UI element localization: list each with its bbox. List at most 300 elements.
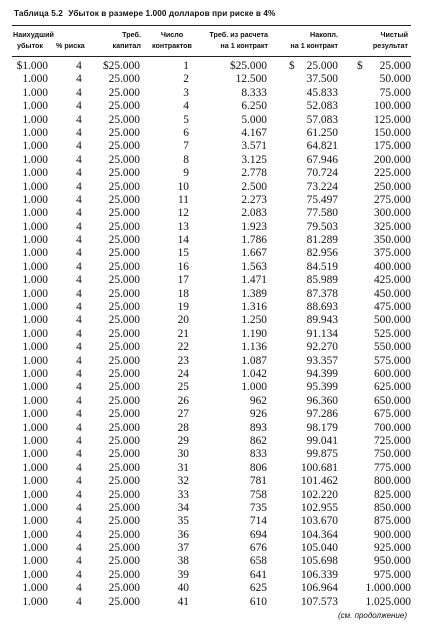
cell-required: 1.471 bbox=[241, 274, 267, 287]
cell-loss: 1.000 bbox=[22, 193, 48, 206]
cell-net: 1.025.000 bbox=[365, 595, 411, 608]
table-row bbox=[0, 301, 423, 314]
table-row bbox=[0, 181, 423, 194]
cell-pct: 4 bbox=[76, 341, 82, 354]
cell-required: 2.778 bbox=[241, 167, 267, 180]
cell-pct: 4 bbox=[76, 86, 82, 99]
cell-accumulated: 89.943 bbox=[306, 314, 338, 327]
header-bottom-rule bbox=[12, 56, 411, 57]
cell-required: 12.500 bbox=[235, 73, 267, 86]
cell-pct: 4 bbox=[76, 408, 82, 421]
cell-net: 275.000 bbox=[373, 193, 411, 206]
cell-loss: 1.000 bbox=[22, 394, 48, 407]
table-row bbox=[0, 368, 423, 381]
table-row bbox=[0, 127, 423, 140]
cell-required: 1.042 bbox=[241, 367, 267, 380]
cell-accumulated: 91.134 bbox=[306, 327, 338, 340]
cell-pct: 4 bbox=[76, 421, 82, 434]
cell-loss: 1.000 bbox=[22, 408, 48, 421]
cell-accumulated: 107.573 bbox=[300, 595, 338, 608]
cell-required: 676 bbox=[249, 542, 267, 555]
cell-capital: 25.000 bbox=[108, 100, 140, 113]
cell-capital: 25.000 bbox=[108, 247, 140, 260]
table-row bbox=[0, 221, 423, 234]
cell-pct: 4 bbox=[76, 354, 82, 367]
cell-net: 525.000 bbox=[373, 327, 411, 340]
cell-required: 758 bbox=[249, 488, 267, 501]
cell-capital: 25.000 bbox=[108, 287, 140, 300]
cell-loss: 1.000 bbox=[22, 234, 48, 247]
cell-capital: 25.000 bbox=[108, 113, 140, 126]
continuation-note: (см. продолжение) bbox=[337, 611, 407, 620]
cell-capital: 25.000 bbox=[108, 207, 140, 220]
table-row bbox=[0, 234, 423, 247]
header-loss-line1: Наихудший bbox=[13, 30, 54, 39]
cell-net: 800.000 bbox=[373, 475, 411, 488]
cell-loss: 1.000 bbox=[22, 568, 48, 581]
cell-contracts: 7 bbox=[183, 140, 189, 153]
cell-loss: 1.000 bbox=[22, 247, 48, 260]
cell-loss: 1.000 bbox=[22, 448, 48, 461]
table-caption-title: Убыток в размере 1.000 долларов при риске в 4% bbox=[68, 9, 276, 18]
cell-capital: 25.000 bbox=[108, 220, 140, 233]
cell-required: 806 bbox=[249, 461, 267, 474]
cell-required: 6.250 bbox=[241, 100, 267, 113]
cell-contracts: 28 bbox=[177, 421, 189, 434]
cell-contracts: 17 bbox=[177, 274, 189, 287]
cell-net: 600.000 bbox=[373, 367, 411, 380]
cell-net: 75.000 bbox=[379, 86, 411, 99]
cell-contracts: 31 bbox=[177, 461, 189, 474]
table-row bbox=[0, 247, 423, 260]
cell-required: 2.273 bbox=[241, 193, 267, 206]
cell-accumulated: 45.833 bbox=[306, 86, 338, 99]
cell-pct: 4 bbox=[76, 528, 82, 541]
cell-required: 1.000 bbox=[241, 381, 267, 394]
cell-capital: 25.000 bbox=[108, 274, 140, 287]
cell-net: 450.000 bbox=[373, 287, 411, 300]
cell-capital: 25.000 bbox=[108, 180, 140, 193]
cell-contracts: 21 bbox=[177, 327, 189, 340]
cell-net: 125.000 bbox=[373, 113, 411, 126]
cell-loss: 1.000 bbox=[22, 475, 48, 488]
cell-accumulated: 84.519 bbox=[306, 260, 338, 273]
cell-capital: 25.000 bbox=[108, 260, 140, 273]
cell-accumulated: 102.220 bbox=[300, 488, 338, 501]
cell-required: 1.923 bbox=[241, 220, 267, 233]
cell-accumulated: 99.041 bbox=[306, 434, 338, 447]
cell-net: 575.000 bbox=[373, 354, 411, 367]
table-row bbox=[0, 207, 423, 220]
cell-loss: 1.000 bbox=[22, 488, 48, 501]
cell-capital: 25.000 bbox=[108, 140, 140, 153]
cell-accumulated: 88.693 bbox=[306, 301, 338, 314]
cell-net: 650.000 bbox=[373, 394, 411, 407]
header-net-line1: Чистый bbox=[380, 30, 408, 39]
header-accumulated-line2: на 1 контракт bbox=[290, 41, 338, 50]
cell-net: 875.000 bbox=[373, 515, 411, 528]
cell-contracts: 18 bbox=[177, 287, 189, 300]
cell-loss: 1.000 bbox=[22, 287, 48, 300]
header-accumulated-line1: Накопл. bbox=[310, 30, 338, 39]
cell-loss: 1.000 bbox=[22, 73, 48, 86]
cell-net: 775.000 bbox=[373, 461, 411, 474]
header-top-rule bbox=[12, 25, 411, 26]
cell-capital: 25.000 bbox=[108, 73, 140, 86]
cell-loss: 1.000 bbox=[22, 180, 48, 193]
table-row bbox=[0, 555, 423, 568]
table-row bbox=[0, 395, 423, 408]
accumulated-dollar-sign: $ bbox=[289, 60, 295, 72]
cell-required: 1.667 bbox=[241, 247, 267, 260]
cell-capital: 25.000 bbox=[108, 448, 140, 461]
cell-required: 658 bbox=[249, 555, 267, 568]
cell-accumulated: 92.270 bbox=[306, 341, 338, 354]
cell-pct: 4 bbox=[76, 461, 82, 474]
table-row bbox=[0, 154, 423, 167]
header-pct bbox=[56, 40, 85, 51]
table-row bbox=[0, 167, 423, 180]
cell-contracts: 13 bbox=[177, 220, 189, 233]
cell-accumulated: 96.360 bbox=[306, 394, 338, 407]
cell-pct: 4 bbox=[76, 153, 82, 166]
cell-contracts: 10 bbox=[177, 180, 189, 193]
cell-capital: 25.000 bbox=[108, 555, 140, 568]
cell-accumulated: 81.289 bbox=[306, 234, 338, 247]
cell-pct: 4 bbox=[76, 247, 82, 260]
cell-capital: 25.000 bbox=[108, 595, 140, 608]
cell-net: 50.000 bbox=[379, 73, 411, 86]
cell-contracts: 14 bbox=[177, 234, 189, 247]
cell-required: 8.333 bbox=[241, 86, 267, 99]
cell-capital: 25.000 bbox=[108, 167, 140, 180]
cell-loss: 1.000 bbox=[22, 341, 48, 354]
cell-capital: 25.000 bbox=[108, 394, 140, 407]
cell-required: 1.316 bbox=[241, 301, 267, 314]
cell-contracts: 19 bbox=[177, 301, 189, 314]
table-row bbox=[0, 60, 423, 73]
cell-net: 700.000 bbox=[373, 421, 411, 434]
header-net bbox=[360, 29, 408, 51]
cell-capital: 25.000 bbox=[108, 341, 140, 354]
table-row bbox=[0, 328, 423, 341]
cell-contracts: 16 bbox=[177, 260, 189, 273]
cell-capital: 25.000 bbox=[108, 488, 140, 501]
table-row bbox=[0, 381, 423, 394]
cell-capital: 25.000 bbox=[108, 126, 140, 139]
header-pct-line1: % риска bbox=[56, 41, 85, 50]
cell-contracts: 33 bbox=[177, 488, 189, 501]
cell-pct: 4 bbox=[76, 207, 82, 220]
cell-capital: 25.000 bbox=[108, 314, 140, 327]
cell-loss: 1.000 bbox=[22, 301, 48, 314]
cell-loss: 1.000 bbox=[22, 367, 48, 380]
cell-loss: 1.000 bbox=[22, 421, 48, 434]
cell-accumulated: 106.339 bbox=[300, 568, 338, 581]
cell-net: 500.000 bbox=[373, 314, 411, 327]
table-row bbox=[0, 314, 423, 327]
table-row bbox=[0, 140, 423, 153]
cell-loss: $1.000 bbox=[16, 60, 48, 72]
table-row bbox=[0, 288, 423, 301]
cell-required: 893 bbox=[249, 421, 267, 434]
cell-loss: 1.000 bbox=[22, 595, 48, 608]
header-capital bbox=[105, 29, 141, 51]
table-row bbox=[0, 114, 423, 127]
cell-pct: 4 bbox=[76, 394, 82, 407]
cell-required: 610 bbox=[249, 595, 267, 608]
cell-capital: 25.000 bbox=[108, 381, 140, 394]
cell-accumulated: 97.286 bbox=[306, 408, 338, 421]
cell-accumulated: 79.503 bbox=[306, 220, 338, 233]
cell-loss: 1.000 bbox=[22, 314, 48, 327]
cell-required: 1.190 bbox=[241, 327, 267, 340]
cell-loss: 1.000 bbox=[22, 555, 48, 568]
cell-pct: 4 bbox=[76, 501, 82, 514]
cell-pct: 4 bbox=[76, 220, 82, 233]
cell-pct: 4 bbox=[76, 327, 82, 340]
cell-capital: 25.000 bbox=[108, 475, 140, 488]
cell-contracts: 6 bbox=[183, 126, 189, 139]
cell-capital: 25.000 bbox=[108, 568, 140, 581]
cell-pct: 4 bbox=[76, 488, 82, 501]
cell-capital: 25.000 bbox=[108, 434, 140, 447]
cell-accumulated: 70.724 bbox=[306, 167, 338, 180]
cell-accumulated: 82.956 bbox=[306, 247, 338, 260]
cell-loss: 1.000 bbox=[22, 501, 48, 514]
table-row bbox=[0, 502, 423, 515]
cell-accumulated: 104.364 bbox=[300, 528, 338, 541]
cell-contracts: 2 bbox=[183, 73, 189, 86]
cell-accumulated: 64.821 bbox=[306, 140, 338, 153]
header-accumulated bbox=[276, 29, 338, 51]
cell-accumulated: 77.580 bbox=[306, 207, 338, 220]
cell-loss: 1.000 bbox=[22, 542, 48, 555]
cell-accumulated: 101.462 bbox=[300, 475, 338, 488]
cell-capital: 25.000 bbox=[108, 501, 140, 514]
cell-capital: $25.000 bbox=[102, 60, 140, 72]
cell-required: 1.136 bbox=[241, 341, 267, 354]
cell-required: 1.563 bbox=[241, 260, 267, 273]
cell-pct: 4 bbox=[76, 113, 82, 126]
cell-required: 694 bbox=[249, 528, 267, 541]
cell-contracts: 11 bbox=[178, 193, 189, 206]
cell-required: 962 bbox=[249, 394, 267, 407]
cell-accumulated: 94.399 bbox=[306, 367, 338, 380]
cell-capital: 25.000 bbox=[108, 582, 140, 595]
table-row bbox=[0, 408, 423, 421]
cell-net: 175.000 bbox=[373, 140, 411, 153]
cell-net: 975.000 bbox=[373, 568, 411, 581]
cell-loss: 1.000 bbox=[22, 582, 48, 595]
cell-net: 625.000 bbox=[373, 381, 411, 394]
table-caption-label: Таблица 5.2 bbox=[14, 9, 63, 18]
cell-pct: 4 bbox=[76, 568, 82, 581]
cell-accumulated: 25.000 bbox=[306, 60, 338, 72]
cell-contracts: 5 bbox=[183, 113, 189, 126]
cell-loss: 1.000 bbox=[22, 260, 48, 273]
cell-capital: 25.000 bbox=[108, 515, 140, 528]
cell-accumulated: 100.681 bbox=[300, 461, 338, 474]
cell-pct: 4 bbox=[76, 167, 82, 180]
cell-capital: 25.000 bbox=[108, 421, 140, 434]
cell-loss: 1.000 bbox=[22, 274, 48, 287]
header-capital-line2: капитал bbox=[112, 41, 141, 50]
cell-pct: 4 bbox=[76, 555, 82, 568]
cell-contracts: 37 bbox=[177, 542, 189, 555]
cell-net: 25.000 bbox=[379, 60, 411, 72]
cell-accumulated: 75.497 bbox=[306, 193, 338, 206]
cell-net: 425.000 bbox=[373, 274, 411, 287]
cell-loss: 1.000 bbox=[22, 220, 48, 233]
cell-required: 1.087 bbox=[241, 354, 267, 367]
cell-capital: 25.000 bbox=[108, 86, 140, 99]
cell-loss: 1.000 bbox=[22, 381, 48, 394]
cell-contracts: 3 bbox=[183, 86, 189, 99]
cell-required: 5.000 bbox=[241, 113, 267, 126]
cell-required: 714 bbox=[249, 515, 267, 528]
cell-accumulated: 93.357 bbox=[306, 354, 338, 367]
cell-required: 3.571 bbox=[241, 140, 267, 153]
cell-capital: 25.000 bbox=[108, 327, 140, 340]
table-row bbox=[0, 475, 423, 488]
cell-contracts: 12 bbox=[177, 207, 189, 220]
net-dollar-sign: $ bbox=[357, 60, 363, 72]
cell-net: 100.000 bbox=[373, 100, 411, 113]
header-contracts bbox=[150, 29, 194, 51]
cell-pct: 4 bbox=[76, 515, 82, 528]
table-caption bbox=[14, 9, 414, 18]
cell-contracts: 41 bbox=[177, 595, 189, 608]
table-header bbox=[0, 29, 423, 55]
cell-capital: 25.000 bbox=[108, 153, 140, 166]
cell-loss: 1.000 bbox=[22, 140, 48, 153]
cell-accumulated: 57.083 bbox=[306, 113, 338, 126]
cell-accumulated: 67.946 bbox=[306, 153, 338, 166]
cell-net: 1.000.000 bbox=[365, 582, 411, 595]
header-loss-line2: убыток bbox=[17, 41, 43, 50]
cell-pct: 4 bbox=[76, 287, 82, 300]
cell-pct: 4 bbox=[76, 260, 82, 273]
cell-pct: 4 bbox=[76, 60, 82, 72]
cell-required: 735 bbox=[249, 501, 267, 514]
table-row bbox=[0, 87, 423, 100]
cell-required: 781 bbox=[249, 475, 267, 488]
cell-capital: 25.000 bbox=[108, 542, 140, 555]
cell-pct: 4 bbox=[76, 582, 82, 595]
cell-accumulated: 87.378 bbox=[306, 287, 338, 300]
table-row bbox=[0, 569, 423, 582]
cell-pct: 4 bbox=[76, 140, 82, 153]
cell-required: 1.389 bbox=[241, 287, 267, 300]
cell-loss: 1.000 bbox=[22, 528, 48, 541]
cell-net: 300.000 bbox=[373, 207, 411, 220]
table-body bbox=[0, 60, 423, 609]
cell-loss: 1.000 bbox=[22, 100, 48, 113]
cell-net: 550.000 bbox=[373, 341, 411, 354]
cell-contracts: 30 bbox=[177, 448, 189, 461]
cell-net: 850.000 bbox=[373, 501, 411, 514]
table-row bbox=[0, 529, 423, 542]
cell-loss: 1.000 bbox=[22, 86, 48, 99]
cell-net: 475.000 bbox=[373, 301, 411, 314]
cell-net: 375.000 bbox=[373, 247, 411, 260]
cell-pct: 4 bbox=[76, 542, 82, 555]
cell-pct: 4 bbox=[76, 367, 82, 380]
cell-pct: 4 bbox=[76, 301, 82, 314]
cell-pct: 4 bbox=[76, 234, 82, 247]
cell-pct: 4 bbox=[76, 73, 82, 86]
header-loss bbox=[13, 29, 54, 51]
cell-net: 950.000 bbox=[373, 555, 411, 568]
header-contracts-line2: контрактов bbox=[152, 41, 192, 50]
table-row bbox=[0, 462, 423, 475]
cell-accumulated: 102.955 bbox=[300, 501, 338, 514]
table-row bbox=[0, 448, 423, 461]
cell-accumulated: 105.698 bbox=[300, 555, 338, 568]
cell-required: 833 bbox=[249, 448, 267, 461]
cell-net: 925.000 bbox=[373, 542, 411, 555]
cell-contracts: 40 bbox=[177, 582, 189, 595]
cell-accumulated: 99.875 bbox=[306, 448, 338, 461]
cell-loss: 1.000 bbox=[22, 327, 48, 340]
cell-capital: 25.000 bbox=[108, 408, 140, 421]
cell-accumulated: 95.399 bbox=[306, 381, 338, 394]
cell-required: 625 bbox=[249, 582, 267, 595]
cell-loss: 1.000 bbox=[22, 354, 48, 367]
table-row bbox=[0, 422, 423, 435]
header-contracts-line1: Число bbox=[160, 30, 184, 39]
cell-net: 400.000 bbox=[373, 260, 411, 273]
cell-contracts: 9 bbox=[183, 167, 189, 180]
cell-pct: 4 bbox=[76, 126, 82, 139]
table-row bbox=[0, 489, 423, 502]
cell-required: 641 bbox=[249, 568, 267, 581]
cell-accumulated: 61.250 bbox=[306, 126, 338, 139]
cell-capital: 25.000 bbox=[108, 461, 140, 474]
cell-contracts: 35 bbox=[177, 515, 189, 528]
cell-loss: 1.000 bbox=[22, 126, 48, 139]
cell-pct: 4 bbox=[76, 595, 82, 608]
cell-contracts: 25 bbox=[177, 381, 189, 394]
cell-net: 250.000 bbox=[373, 180, 411, 193]
header-required-line2: на 1 контракт bbox=[220, 41, 268, 50]
cell-required: 4.167 bbox=[241, 126, 267, 139]
table-row bbox=[0, 515, 423, 528]
cell-capital: 25.000 bbox=[108, 301, 140, 314]
cell-net: 350.000 bbox=[373, 234, 411, 247]
table-row bbox=[0, 542, 423, 555]
cell-net: 750.000 bbox=[373, 448, 411, 461]
cell-net: 325.000 bbox=[373, 220, 411, 233]
table-row bbox=[0, 341, 423, 354]
cell-contracts: 32 bbox=[177, 475, 189, 488]
cell-loss: 1.000 bbox=[22, 515, 48, 528]
cell-accumulated: 85.989 bbox=[306, 274, 338, 287]
cell-capital: 25.000 bbox=[108, 354, 140, 367]
cell-contracts: 22 bbox=[177, 341, 189, 354]
cell-contracts: 4 bbox=[183, 100, 189, 113]
cell-contracts: 23 bbox=[177, 354, 189, 367]
cell-contracts: 1 bbox=[183, 60, 189, 72]
cell-pct: 4 bbox=[76, 193, 82, 206]
cell-accumulated: 37.500 bbox=[306, 73, 338, 86]
cell-required: 1.250 bbox=[241, 314, 267, 327]
cell-pct: 4 bbox=[76, 100, 82, 113]
cell-contracts: 15 bbox=[177, 247, 189, 260]
cell-required: 2.500 bbox=[241, 180, 267, 193]
cell-pct: 4 bbox=[76, 314, 82, 327]
